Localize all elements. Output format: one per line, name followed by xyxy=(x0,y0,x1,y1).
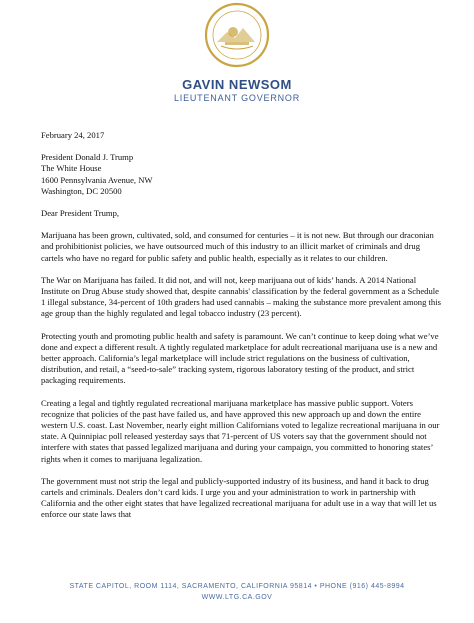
paragraph: Protecting youth and promoting public health and safety is paramount. We can’t continue to keep doing what we’ve done and expect a different result. A tightly regulated marketplace for adult recreational marijuana use is a new and better approach. California’s legal marketplace will include strict regulations on the business of cultivation, distribution, and retail, a “seed-to-sale” tracking system, rigorous laboratory testing of the product, and strict packaging requirements. xyxy=(41,330,439,386)
recipient-address xyxy=(41,152,441,197)
paragraph: Creating a legal and tightly regulated recreational marijuana marketplace has massive public support. Voters recognize that policies of the past have failed us, and have approved this new approach up and down the entire western U.S. coast. Last November, nearly eight million Californians voted to legalize recreational marijuana in our state. A Quinnipiac poll released yesterday says that 71-percent of US voters say that the government should not interfere with states that passed legalized marijuana and during your campaign, you committed to honoring states’ rights when it comes to marijuana legalization. xyxy=(41,397,440,464)
recipient-line: Washington, DC 20500 xyxy=(41,185,122,196)
state-seal-logo xyxy=(187,2,287,68)
recipient-line: The White House xyxy=(41,163,102,174)
paragraph: Marijuana has been grown, cultivated, sold, and consumed for centuries – it is not new. But through our draconian and prohibitionist policies, we have outsourced much of this industry to an illicit market of criminals and drug cartels who have no regard for public safety and public health, especially as it relates to our children. xyxy=(41,230,434,263)
paragraph: The government must not strip the legal and publicly-supported industry of its business, and hand it back to drug cartels and criminals. Dealers don’t card kids. I urge you and your administration to work in partnership with California and the other eight states that have legalized recreational marijuana for adult use in a way that will let us enforce our state laws that xyxy=(41,475,437,520)
paragraph: The War on Marijuana has failed. It did not, and will not, keep marijuana out of kids’ hands. A 2014 National Institute on Drug Abuse study showed that, despite cannabis' classification by the federal government as a Schedule 1 illegal substance, 34-percent of 10th graders had used cannabis – making the substance more prevalent among this age group than the highly regulated and legal tobacco industry (23 percent). xyxy=(41,274,441,319)
recipient-line: 1600 Pennsylvania Avenue, NW xyxy=(41,174,153,185)
letterhead-title: LIEUTENANT GOVERNOR xyxy=(173,93,301,103)
letter-body xyxy=(41,130,441,532)
recipient-line: President Donald J. Trump xyxy=(41,152,134,163)
letterhead-footer xyxy=(0,581,474,603)
letterhead-name: GAVIN NEWSOM xyxy=(182,77,292,92)
salutation: Dear President Trump, xyxy=(41,208,120,219)
footer-address: STATE CAPITOL, ROOM 1114, SACRAMENTO, CALIFORNIA 95814 • PHONE (916) 445-8994 xyxy=(69,583,405,590)
footer-website[interactable]: WWW.LTG.CA.GOV xyxy=(201,594,273,601)
letter-date: February 24, 2017 xyxy=(41,130,105,140)
